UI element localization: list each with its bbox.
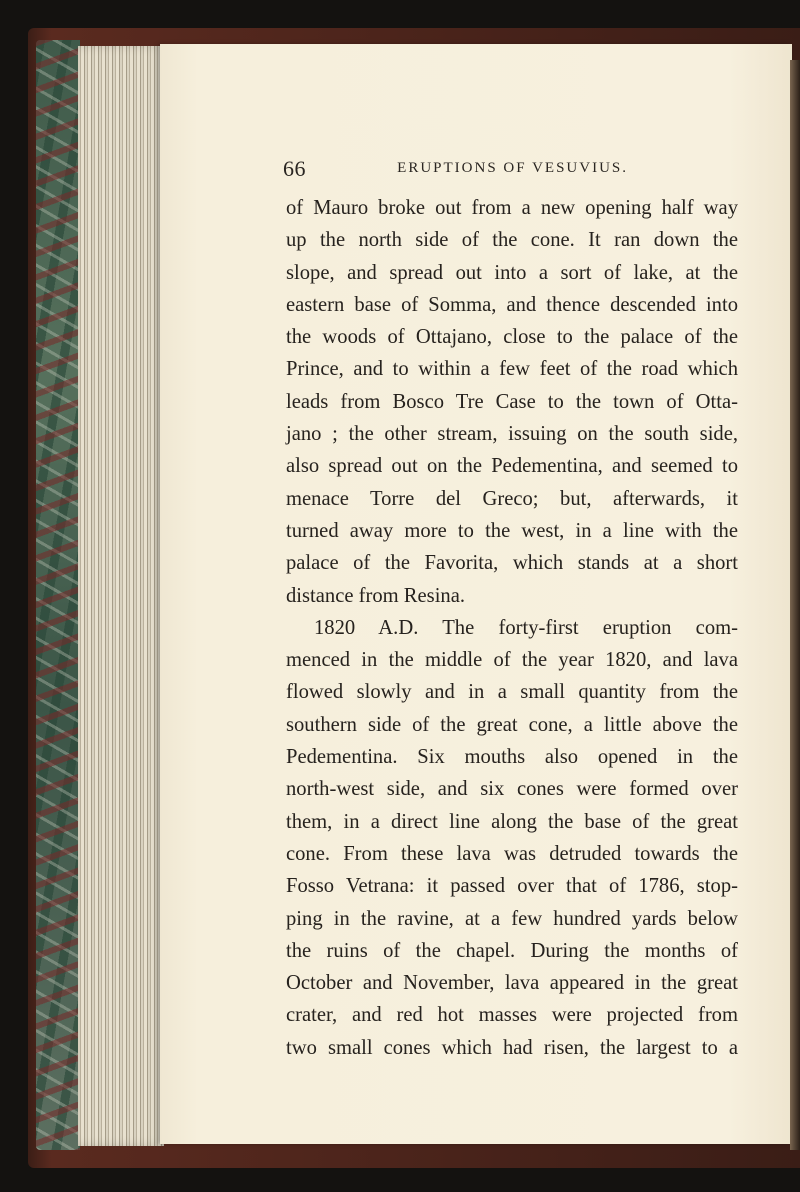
text-line: distance from Resina. <box>286 584 465 607</box>
marbled-endpaper <box>36 40 80 1150</box>
text-line: leads from Bosco Tre Case to the town of Otta- <box>286 390 738 413</box>
page-edges <box>78 46 164 1146</box>
text-line: also spread out on the Pedementina, and seemed to <box>286 455 738 478</box>
right-page-edge <box>790 60 800 1150</box>
page-number: 66 <box>283 156 306 181</box>
text-line: jano ; the other stream, issuing on the south side, <box>286 423 738 446</box>
text-line: the woods of Ottajano, close to the palace of the <box>286 326 738 349</box>
text-line: turned away more to the west, in a line with the <box>286 519 738 542</box>
text-line: them, in a direct line along the base of the great <box>286 810 738 833</box>
text-line: southern side of the great cone, a little above the <box>286 713 738 736</box>
text-line: the ruins of the chapel. During the months of <box>286 939 738 962</box>
running-title: ERUPTIONS OF VESUVIUS. <box>397 160 628 176</box>
text-line: menace Torre del Greco; but, afterwards, it <box>286 487 738 510</box>
text-line: slope, and spread out into a sort of lake, at the <box>286 261 738 284</box>
paragraph-start-line: 1820 A.D. The forty-first eruption com- <box>314 616 738 639</box>
text-line: eastern base of Somma, and thence descended into <box>286 293 738 316</box>
text-line: cone. From these lava was detruded towards the <box>286 842 738 865</box>
running-head <box>283 156 628 190</box>
text-line: two small cones which had risen, the largest to a <box>286 1036 738 1059</box>
text-line: palace of the Favorita, which stands at a short <box>286 552 738 575</box>
text-line: Prince, and to within a few feet of the road which <box>286 358 738 381</box>
text-line: crater, and red hot masses were projected from <box>286 1004 738 1027</box>
text-line: Fosso Vetrana: it passed over that of 1786, stop- <box>286 875 738 898</box>
text-line: ping in the ravine, at a few hundred yards below <box>286 907 738 930</box>
text-line: flowed slowly and in a small quantity from the <box>286 681 738 704</box>
text-line: up the north side of the cone. It ran down the <box>286 229 738 252</box>
text-line: Pedementina. Six mouths also opened in the <box>286 746 738 769</box>
body-text <box>286 192 738 1064</box>
text-line: October and November, lava appeared in the great <box>286 972 738 995</box>
text-line: of Mauro broke out from a new opening half way <box>286 197 738 219</box>
text-line: north-west side, and six cones were formed over <box>286 778 738 801</box>
text-line: menced in the middle of the year 1820, and lava <box>286 649 738 672</box>
